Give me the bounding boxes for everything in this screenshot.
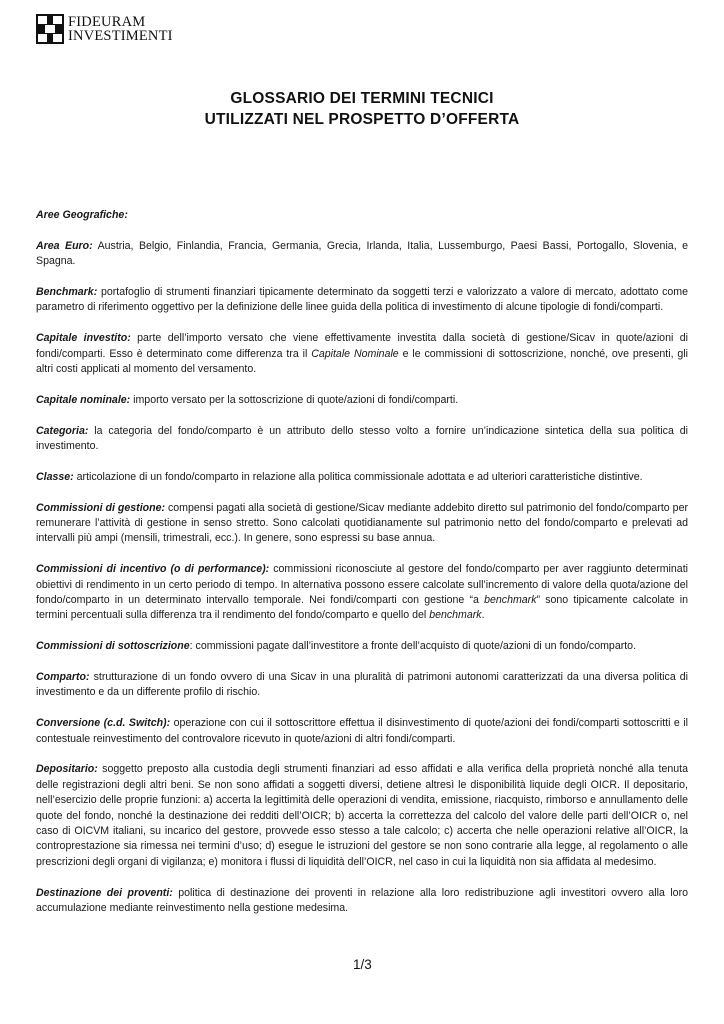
glossary-entry-area-euro [36, 239, 688, 270]
glossary-term: Categoria: [36, 424, 89, 437]
glossary-entry-benchmark [36, 285, 688, 316]
logo-line1: FIDEURAM [68, 14, 146, 30]
glossary-body [36, 208, 688, 932]
glossary-definition: parte dell’importo versato che viene effettivamente investita dalla società di gestione/Sicav in quote/azioni di fondi/comparti. Esso è determinato come differenza tra il [36, 332, 688, 360]
glossary-definition-end: . [481, 609, 485, 622]
glossary-term: Classe: [36, 470, 74, 483]
glossary-definition: : commissioni pagate dall’investitore a fronte dell’acquisto di quote/azioni di un fondo/comparto. [189, 640, 637, 653]
glossary-entry-comparto [36, 670, 688, 701]
glossary-term: Benchmark: [36, 286, 98, 298]
glossary-definition: strutturazione di un fondo ovvero di una Sicav in una pluralità di patrimoni autonomi caratterizzati da una diversa politica di investimento e da un differente profilo di rischio. [36, 671, 688, 699]
glossary-term: Destinazione dei proventi: [36, 886, 173, 899]
glossary-definition: politica di destinazione dei proventi in relazione alla loro redistribuzione agli investitori ovvero alla loro accumulazione mediante reinvestimento nella gestione medesima. [36, 886, 688, 915]
glossary-term: Comparto: [36, 671, 90, 684]
glossary-definition-italic-2: benchmark [429, 609, 482, 622]
glossary-definition-cont: e le commissioni di sottoscrizione, nonché, ove presenti, gli altri costi applicati al momento del versamento. [36, 347, 688, 376]
fideuram-logo [36, 14, 173, 44]
glossary-term: Commissioni di gestione: [36, 501, 165, 514]
glossary-term: Depositario: [36, 763, 98, 776]
page-number: 1/3 [353, 957, 372, 972]
page-title [0, 88, 724, 130]
glossary-entry-depositario [36, 762, 688, 870]
glossary-definition: articolazione di un fondo/comparto in relazione alla politica commissionale adottata e ad ulteriori caratteristiche distintive. [73, 470, 643, 483]
title-line2: UTILIZZATI NEL PROSPETTO D’OFFERTA [204, 111, 520, 128]
glossary-term: Area Euro: [36, 239, 93, 252]
glossary-definition: commissioni riconosciute al gestore del fondo/comparto per aver raggiunto determinati obiettivi di rendimento in un certo periodo di tempo. In alternativa possono essere calcolate sull’incremento di valore della quota/azione del fondo/comparto in un determinato intervallo temporale. Nei fondi/comparti con gestione “a [36, 563, 688, 607]
glossary-definition-cont: ” sono tipicamente calcolate in termini percentuali sulla differenza tra il rendimento del fondo/comparto e quello del [36, 594, 688, 622]
glossary-definition: compensi pagati alla società di gestione/Sicav mediante addebito diretto sul patrimonio del fondo/comparto per remunerare l’attività di gestione in senso stretto. Sono calcolati quotidianamente sul patrimonio netto del fondo/comparto e prelevati ad intervalli più ampi (mensili, trimestrali, ecc.). In genere, sono espressi su base annua. [36, 501, 688, 545]
glossary-definition-italic: Capitale Nominale [311, 347, 399, 360]
glossary-entry-destinazione-proventi [36, 886, 688, 917]
glossary-entry-capitale-nominale [36, 393, 688, 408]
glossary-term: Commissioni di incentivo (o di performance): [36, 563, 270, 576]
glossary-definition-italic: benchmark [484, 594, 537, 607]
glossary-entry-conversione [36, 716, 688, 747]
fideuram-logo-icon [36, 14, 64, 44]
glossary-definition: importo versato per la sottoscrizione di quote/azioni di fondi/comparti. [130, 393, 459, 406]
glossary-entry-commissioni-gestione [36, 501, 688, 547]
glossary-entry-capitale-investito [36, 331, 688, 377]
glossary-term: Capitale investito: [36, 332, 131, 345]
glossary-definition: Austria, Belgio, Finlandia, Francia, Germania, Grecia, Irlanda, Italia, Lussemburgo, Paesi Bassi, Portogallo, Slovenia, e Spagna. [36, 239, 688, 268]
section-heading-paragraph [36, 208, 688, 223]
glossary-term: Conversione (c.d. Switch): [36, 717, 171, 730]
glossary-definition: operazione con cui il sottoscrittore effettua il disinvestimento di quote/azioni dei fondi/comparti sottoscritti e il contestuale reinvestimento del controvalore ricevuto in quote/azioni di altri fondi/comparti. [36, 717, 689, 745]
glossary-entry-classe [36, 470, 688, 485]
logo-line2: INVESTIMENTI [68, 28, 173, 44]
glossary-definition: soggetto preposto alla custodia degli strumenti finanziari ad esso affidati e alla verifica della proprietà nonché alla tenuta delle registrazioni degli altri beni. Se non sono affidati a soggetti diversi, detiene altresì le disponibilità liquide degli OICR. Il depositario, nell’esercizio delle proprie funzioni: a) accerta la legittimità delle operazioni di vendita, emissione, riacquisto, rimborso e annullamento delle quote del fondo, nonché la destinazione dei redditi dell’OICR; b) accerta la correttezza del calcolo del valore delle parti dell’OICR o, nel caso di OICVM italiani, su incarico del gestore, provvede esso stesso a tale calcolo; c) accerta che nelle operazioni relative all’OICR, la controprestazione sia rimessa nei termini d’uso; d) esegue le istruzioni del gestore se non sono contrarie alla legge, al regolamento o alle prescrizioni degli organi di vigilanza; e) monitora i flussi di liquidità dell’OICR, nel caso in cui la liquidità non sia affidata al medesimo. [36, 763, 688, 868]
glossary-entry-categoria [36, 424, 688, 455]
title-line1: GLOSSARIO DEI TERMINI TECNICI [230, 90, 494, 107]
glossary-entry-commissioni-incentivo [36, 562, 688, 624]
logo-wordmark [68, 15, 173, 43]
glossary-definition: portafoglio di strumenti finanziari tipicamente determinato da soggetti terzi e valorizzato a valore di mercato, adottato come parametro di riferimento oggettivo per la definizione delle linee guida della politica di investimento di alcune tipologie di fondi/comparti. [36, 286, 688, 314]
glossary-term: Capitale nominale: [36, 393, 131, 406]
section-heading: Aree Geografiche: [36, 209, 128, 221]
glossary-term: Commissioni di sottoscrizione [36, 640, 190, 653]
glossary-definition: la categoria del fondo/comparto è un attributo dello stesso volto a fornire un’indicazione sintetica della sua politica di investimento. [36, 424, 688, 453]
glossary-entry-commissioni-sottoscrizione [36, 639, 688, 654]
